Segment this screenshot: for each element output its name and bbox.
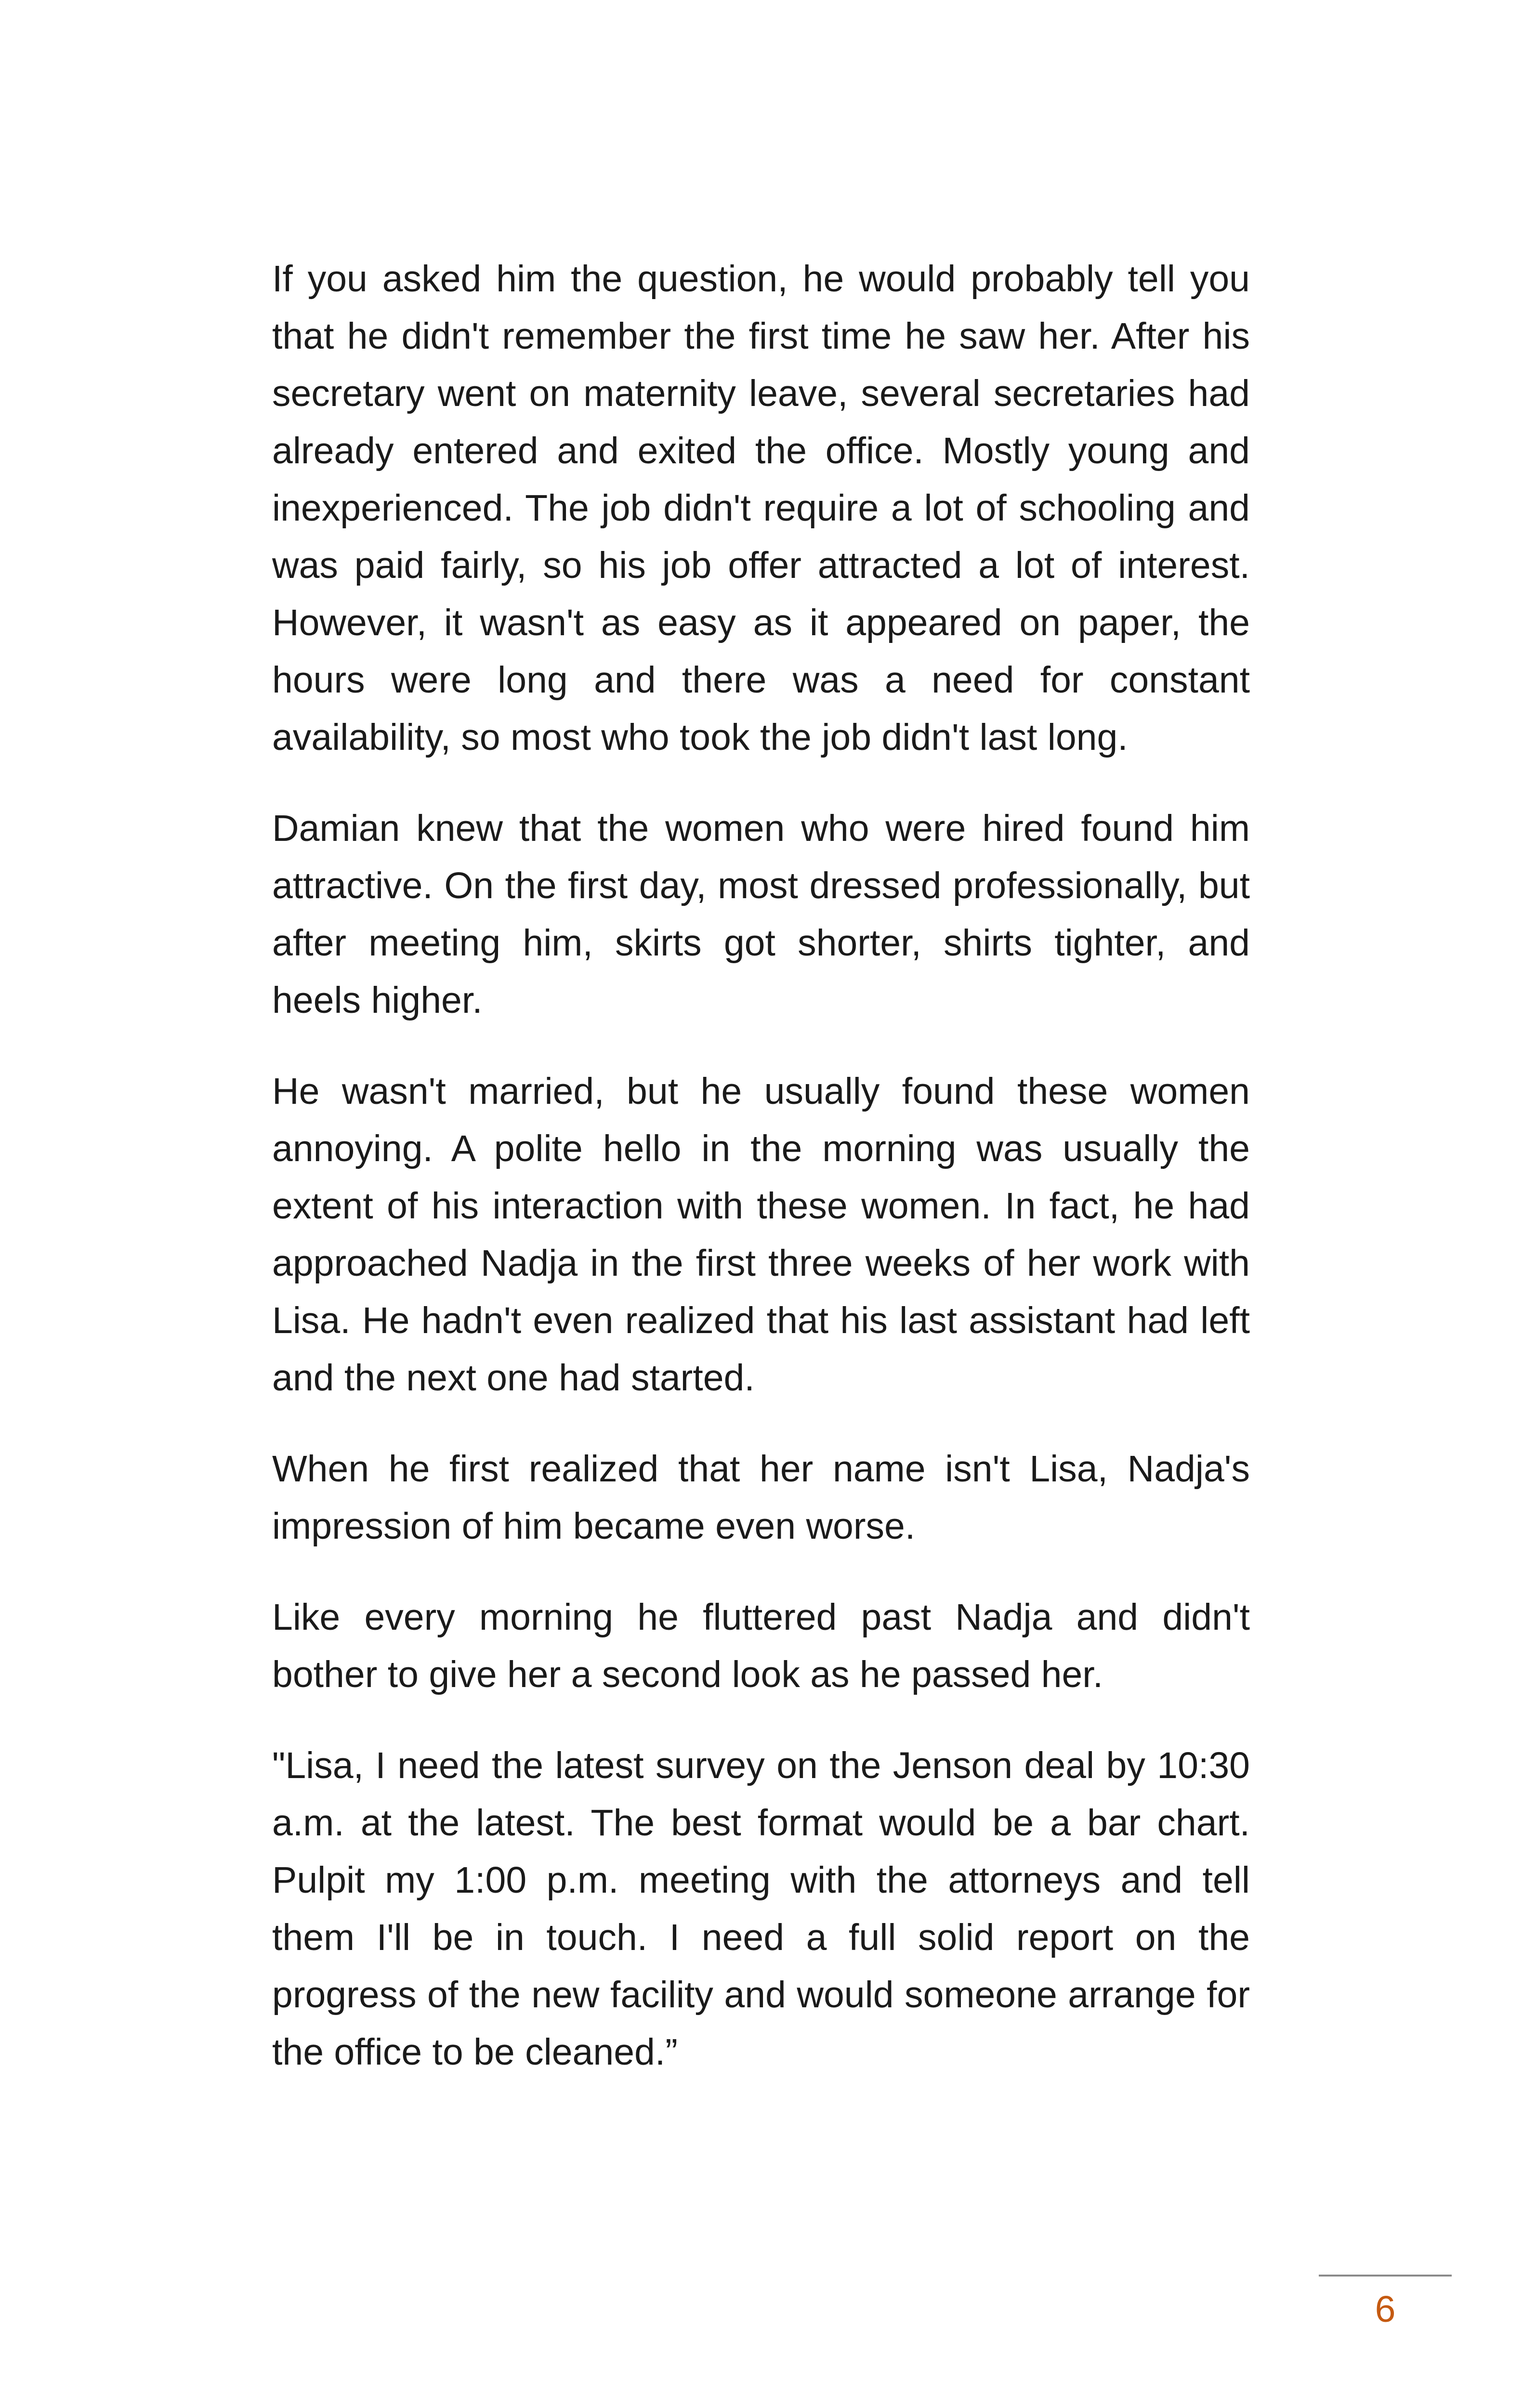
paragraph: Like every morning he fluttered past Nadja and didn't bother to give her a second look as he passed her. — [272, 1597, 1250, 1695]
paragraph: Damian knew that the women who were hired found him attractive. On the first day, most dressed professionally, but after meeting him, skirts got shorter, shirts tighter, and heels higher. — [272, 808, 1250, 1021]
footer-divider — [1319, 2275, 1452, 2277]
body-text — [272, 250, 1250, 2115]
paragraph: He wasn't married, but he usually found these women annoying. A polite hello in the morning was usually the extent of his interaction with these women. In fact, he had approached Nadja in the first three weeks of her work with Lisa. He hadn't even realized that his last assistant had left and the next one had started. — [272, 1071, 1250, 1399]
paragraph: "Lisa, I need the latest survey on the Jenson deal by 10:30 a.m. at the latest. The best format would be a bar chart. Pulpit my 1:00 p.m. meeting with the attorneys and tell them I'll be in touch. I need a full solid report on the progress of the new facility and would someone arrange for the office to be cleaned.” — [272, 1745, 1250, 2073]
paragraph: If you asked him the question, he would probably tell you that he didn't remember the first time he saw her. After his secretary went on maternity leave, several secretaries had already entered and exited the office. Mostly young and inexperienced. The job didn't require a lot of schooling and was paid fairly, so his job offer attracted a lot of interest. However, it wasn't as easy as it appeared on paper, the hours were long and there was a need for constant availability, so most who took the job didn't last long. — [272, 258, 1250, 758]
page-number: 6 — [1375, 2289, 1396, 2330]
paragraph: When he first realized that her name isn't Lisa, Nadja's impression of him became even worse. — [272, 1448, 1250, 1547]
